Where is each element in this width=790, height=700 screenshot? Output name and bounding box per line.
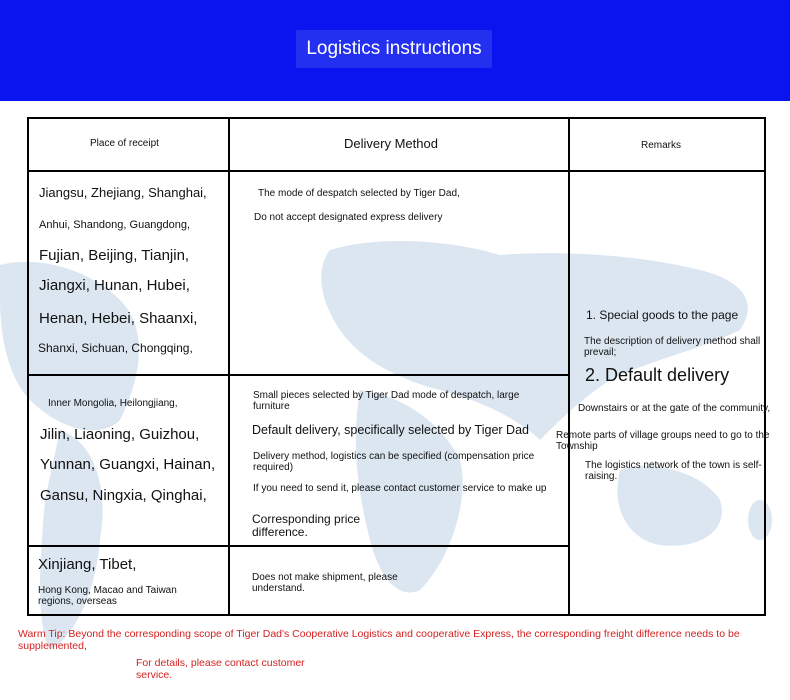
method-line: Corresponding price difference. (252, 512, 361, 540)
row-divider-2 (27, 545, 570, 547)
place-line: Henan, Hebei, Shaanxi, (39, 310, 198, 327)
page-title: Logistics instructions (296, 30, 492, 68)
method-line: Does not make shipment, please understand. (252, 572, 398, 594)
header-remarks: Remarks (641, 140, 682, 151)
contact-details: For details, please contact customer service. (136, 657, 305, 681)
method-line: Do not accept designated express delivery (254, 212, 443, 223)
remark-line: 1. Special goods to the page (586, 308, 739, 322)
row-divider-1 (27, 374, 570, 376)
place-line: Hong Kong, Macao and Taiwan regions, overseas (38, 585, 177, 607)
remark-line: The logistics network of the town is self-raising. (585, 460, 762, 482)
header-banner (0, 0, 790, 101)
place-line: Shanxi, Sichuan, Chongqing, (38, 341, 193, 355)
remark-line: Remote parts of village groups need to go to the Township (556, 430, 770, 452)
place-line: Inner Mongolia, Heilongjiang, (48, 398, 178, 409)
place-line: Gansu, Ningxia, Qinghai, (40, 487, 207, 504)
warm-tip: Warm Tip: Beyond the corresponding scope of Tiger Dad's Cooperative Logistics and cooperative Express, the corresponding freight difference needs to be supplemented, (18, 628, 740, 652)
place-line: Jilin, Liaoning, Guizhou, (40, 426, 200, 443)
remark-line: Downstairs or at the gate of the community, (578, 403, 771, 414)
remark-line: 2. Default delivery (585, 365, 730, 385)
column-divider-1 (228, 117, 230, 616)
place-line: Xinjiang, Tibet, (38, 556, 137, 573)
header-place-of-receipt: Place of receipt (90, 138, 159, 149)
column-divider-2 (568, 117, 570, 616)
place-line: Fujian, Beijing, Tianjin, (39, 247, 190, 264)
place-line: Anhui, Shandong, Guangdong, (39, 219, 191, 231)
header-delivery-method: Delivery Method (344, 136, 438, 151)
table-header-divider (27, 170, 766, 172)
method-line: Small pieces selected by Tiger Dad mode of despatch, large furniture (253, 390, 520, 412)
place-line: Jiangxi, Hunan, Hubei, (39, 277, 190, 294)
method-line: Delivery method, logistics can be specified (compensation price required) (253, 451, 535, 473)
method-line: The mode of despatch selected by Tiger Dad, (258, 188, 460, 199)
method-line: Default delivery, specifically selected by Tiger Dad (252, 423, 529, 437)
place-line: Jiangsu, Zhejiang, Shanghai, (39, 185, 207, 200)
method-line: If you need to send it, please contact customer service to make up (253, 483, 547, 494)
remark-line: The description of delivery method shall prevail; (584, 336, 761, 358)
place-line: Yunnan, Guangxi, Hainan, (40, 456, 216, 473)
